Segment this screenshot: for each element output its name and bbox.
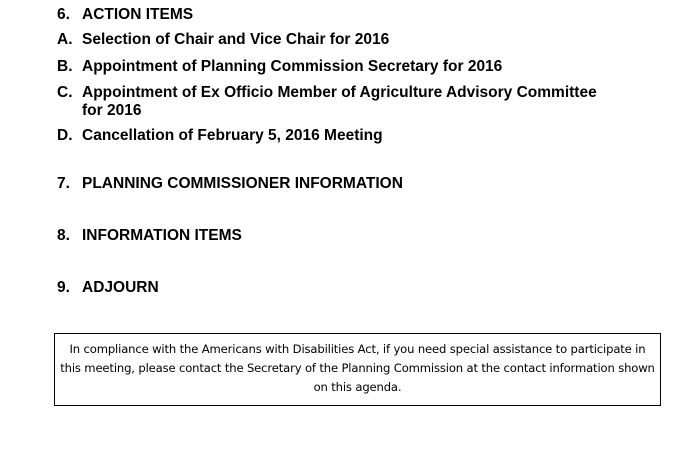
agenda-item-8 xyxy=(57,227,642,245)
item-title: INFORMATION ITEMS xyxy=(82,227,242,244)
item-number: C. xyxy=(57,84,73,101)
agenda-item-c xyxy=(57,84,602,120)
item-title: ACTION ITEMS xyxy=(82,6,194,23)
item-title: ADJOURN xyxy=(82,279,159,296)
agenda-item-6 xyxy=(57,6,642,24)
item-title: Appointment of Planning Commission Secretary for 2016 xyxy=(82,58,503,75)
item-title: Cancellation of February 5, 2016 Meeting xyxy=(82,127,383,144)
item-title: PLANNING COMMISSIONER INFORMATION xyxy=(82,175,403,192)
item-number: D. xyxy=(57,127,73,144)
ada-compliance-notice: In compliance with the Americans with Disabilities Act, if you need special assistance to participate in this meeting, please contact the Secretary of the Planning Commission at the contact information shown on this agenda. xyxy=(54,333,661,406)
agenda-item-a xyxy=(57,31,642,49)
item-title: Selection of Chair and Vice Chair for 2016 xyxy=(82,31,390,48)
item-number: A. xyxy=(57,31,73,48)
item-number: 7. xyxy=(57,175,70,192)
item-title: Appointment of Ex Officio Member of Agriculture Advisory Committee for 2016 xyxy=(82,84,597,119)
agenda-item-7 xyxy=(57,175,642,193)
agenda-item-b xyxy=(57,58,642,76)
item-number: 6. xyxy=(57,6,70,23)
item-number: 9. xyxy=(57,279,70,296)
agenda-item-d xyxy=(57,127,642,145)
item-number: B. xyxy=(57,58,73,75)
item-number: 8. xyxy=(57,227,70,244)
agenda-item-9 xyxy=(57,279,642,297)
